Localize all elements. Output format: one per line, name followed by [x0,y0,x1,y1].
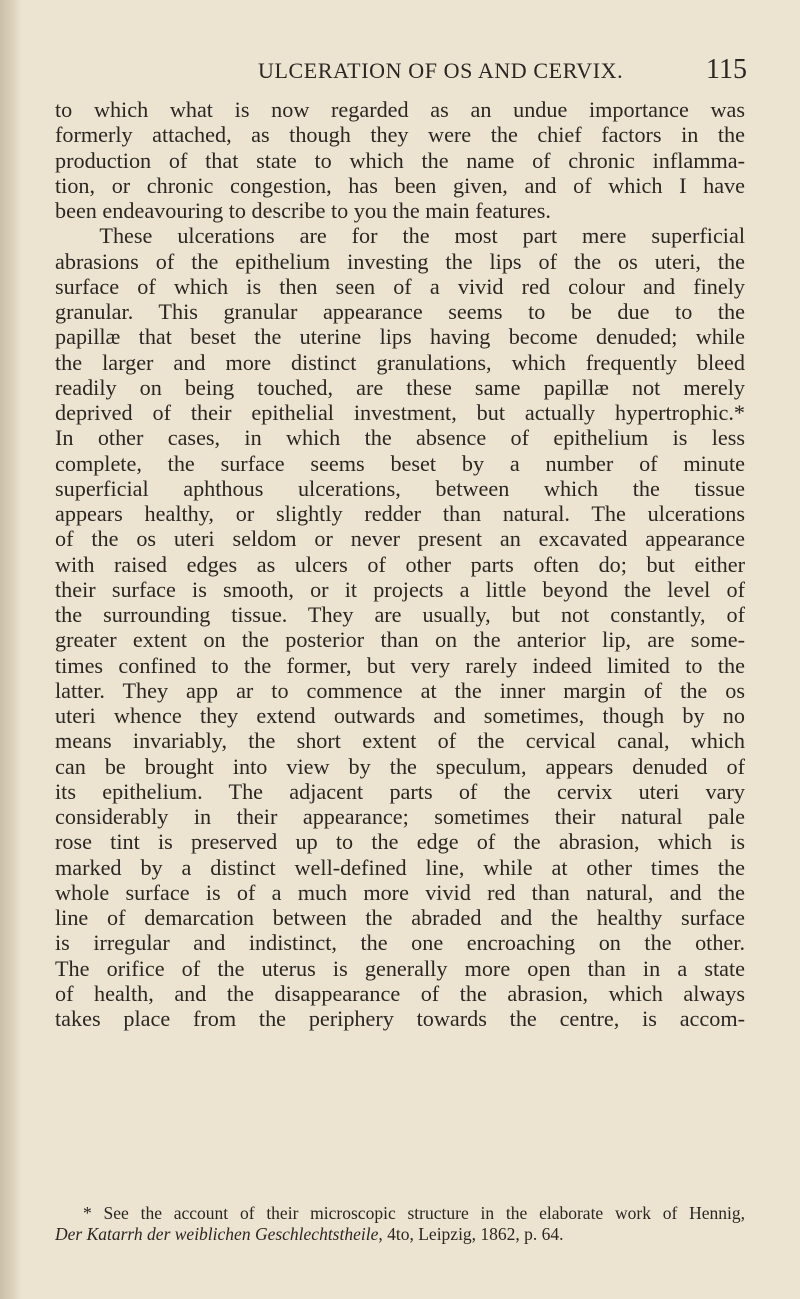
text-line: granular. This granular appearance seems to be due to the [55,299,745,324]
text-line: latter. They app ar to commence at the inner margin of the os [55,677,745,703]
text-line: tion, or chronic congestion, has been given, and of which I have [55,172,745,198]
body-text [55,97,745,1031]
footnote-citation: 4to, Leipzig, 1862, p. 64. [382,1224,564,1244]
text-line: means invariably, the short extent of the cervical canal, which [55,728,745,754]
text-line: complete, the surface seems beset by a number of minute [55,450,745,476]
text-line: uteri whence they extend outwards and sometimes, though by no [55,703,745,728]
text-line: These ulcerations are for the most part mere superficial [99,223,745,249]
text-line: can be brought into view by the speculum, appears denuded of [55,753,745,779]
text-line: marked by a distinct well-defined line, while at other times the [55,854,745,880]
text-line: rose tint is preserved up to the edge of the abrasion, which is [55,829,745,855]
text-line: with raised edges as ulcers of other parts often do; but either [55,551,745,577]
text-line: takes place from the periphery towards the centre, is accom- [55,1006,745,1031]
text-line: the larger and more distinct granulations, which frequently bleed [55,349,745,375]
running-head [0,52,800,88]
text-line: readily on being touched, are these same papillæ not merely [55,374,745,400]
text-line: of the os uteri seldom or never present an excavated appearance [55,526,745,552]
text-line: superficial aphthous ulcerations, between which the tissue [55,475,745,501]
text-line: greater extent on the posterior than on the anterior lip, are some- [55,627,745,653]
text-line: formerly attached, as though they were the chief factors in the [55,122,745,148]
running-title: ULCERATION OF OS AND CERVIX. [258,58,624,83]
text-line: papillæ that beset the uterine lips having become denuded; while [55,324,745,350]
text-line: their surface is smooth, or it projects a little beyond the level of [55,576,745,602]
text-line: In other cases, in which the absence of epithelium is less [55,425,745,451]
text-line: times confined to the former, but very rarely indeed limited to the [55,652,745,678]
page-number: 115 [706,54,747,85]
text-line: to which what is now regarded as an undue importance was [55,97,745,122]
footnote-line: * See the account of their microscopic structure in the elaborate work of Hennig, [83,1203,745,1223]
text-line: its epithelium. The adjacent parts of the cervix uteri vary [55,778,745,804]
text-line: the surrounding tissue. They are usually, but not constantly, of [55,602,745,627]
text-line: deprived of their epithelial investment, but actually hypertrophic.* [55,400,745,425]
footnote-work-title: Der Katarrh der weiblichen Geschlechtstheile, [55,1224,383,1244]
footnote-line [55,1224,745,1245]
text-line: surface of which is then seen of a vivid red colour and finely [55,273,745,299]
book-spine-shadow [0,0,22,1299]
text-line: abrasions of the epithelium investing the lips of the os uteri, the [55,248,745,274]
text-line: is irregular and indistinct, the one encroaching on the other. [55,930,745,956]
text-line: whole surface is of a much more vivid red than natural, and the [55,879,745,905]
text-line: appears healthy, or slightly redder than natural. The ulcerations [55,501,745,526]
text-line: been endeavouring to describe to you the main features. [55,198,551,223]
text-line: considerably in their appearance; sometimes their natural pale [55,804,745,829]
text-line: The orifice of the uterus is generally more open than in a state [55,955,745,981]
text-line: production of that state to which the name of chronic inflamma- [55,147,745,173]
text-line: of health, and the disappearance of the abrasion, which always [55,980,745,1006]
footnote [55,1203,745,1245]
text-line: line of demarcation between the abraded and the healthy surface [55,905,745,930]
